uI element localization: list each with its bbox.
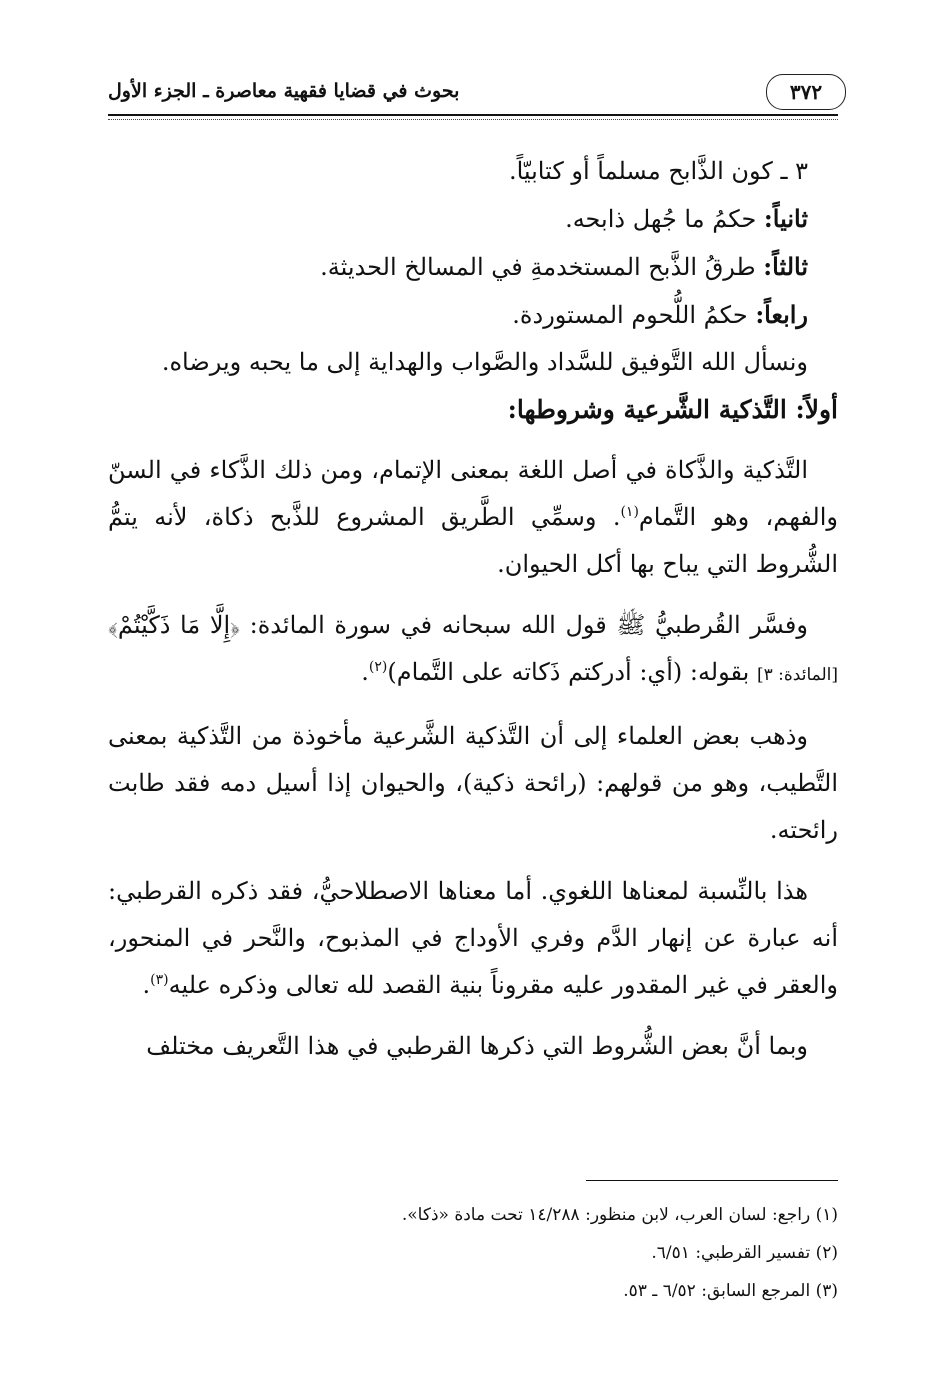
footnote-ref-1: (١) xyxy=(620,504,639,520)
outline-second xyxy=(108,195,838,243)
footnote-separator xyxy=(586,1180,838,1181)
paragraph-4 xyxy=(108,868,838,1009)
footnote-ref-2: (٢) xyxy=(368,659,388,675)
outline-fourth xyxy=(108,291,838,339)
paragraph-4-part-b: . xyxy=(142,971,151,999)
outline-second-text: حكمُ ما جُهل ذابحه. xyxy=(565,205,764,233)
outline-second-label: ثانياً: xyxy=(763,204,808,233)
paragraph-1-part-b: . وسمِّي الطَّريق المشروع للذَّبح ذكاة، لأنه يتمُّ الشُّروط التي يباح بها أكل الحيوان. xyxy=(108,503,838,578)
outline-fourth-text: حكمُ اللُّحوم المستوردة. xyxy=(512,301,756,329)
paragraph-2-part-a: وفسَّر القُرطبيُّ ﷺ قول الله سبحانه في سورة المائدة: ﴿إِلَّا مَا ذَكَّيْتُمْ﴾ xyxy=(108,611,808,639)
paragraph-5: وبما أنَّ بعض الشُّروط التي ذكرها القرطبي في هذا التَّعريف مختلف xyxy=(146,1032,808,1060)
paragraph-2-part-b: بقوله: (أي: أدركتم ذَكاته على التَّمام) xyxy=(387,658,757,686)
footnote-3: (٣) المرجع السابق: ٦/٥٢ ـ ٥٣. xyxy=(623,1281,838,1301)
closing-prayer: ونسأل الله التَّوفيق للسَّداد والصَّواب والهداية إلى ما يحبه ويرضاه. xyxy=(161,348,808,376)
header-rule xyxy=(108,114,838,116)
footnote-1: (١) راجع: لسان العرب، لابن منظور: ١٤/٢٨٨ تحت مادة «ذكا». xyxy=(401,1205,838,1225)
page-header xyxy=(108,70,850,114)
paragraph-2-part-c: . xyxy=(361,658,369,686)
outline-third xyxy=(108,243,838,291)
outline-third-label: ثالثاً: xyxy=(763,252,808,281)
quran-reference: [المائدة: ٣] xyxy=(756,665,838,685)
paragraph-1-part-a: التَّذكية والذَّكاة في أصل اللغة بمعنى الإتمام، ومن ذلك الذَّكاء في السنّ والفهم، وهو التَّمام xyxy=(108,456,838,531)
running-title: بحوث في قضايا فقهية معاصرة ـ الجزء الأول xyxy=(108,80,460,102)
item-three: ٣ ـ كون الذَّابح مسلماً أو كتابيّاً. xyxy=(508,157,808,185)
paragraph-4-part-a: هذا بالنِّسبة لمعناها اللغوي. أما معناها الاصطلاحيُّ، فقد ذكره القرطبي: أنه عبارة عن إنهار الدَّم وفري الأوداج في المذبوح، والنَّحر في المنحور، والعقر في غير المقدور عليه مقروناً بنية القصد لله تعالى وذكره عليه xyxy=(108,877,838,999)
footnotes xyxy=(108,1196,838,1310)
outline-third-text: طرقُ الذَّبح المستخدمةِ في المسالخ الحديثة. xyxy=(320,253,764,281)
footnote-ref-3: (٣) xyxy=(150,972,169,988)
footnote-2: (٢) تفسير القرطبي: ٦/٥١. xyxy=(651,1243,838,1263)
paragraph-2 xyxy=(108,602,838,699)
header-dotted-rule xyxy=(108,119,838,120)
page-number-badge: ٣٧٢ xyxy=(766,74,846,110)
outline-fourth-label: رابعاً: xyxy=(755,300,808,329)
paragraph-1 xyxy=(108,447,838,588)
main-text xyxy=(108,148,838,1070)
section-heading: أولاً: التَّذكية الشَّرعية وشروطها: xyxy=(507,395,838,424)
paragraph-3: وذهب بعض العلماء إلى أن التَّذكية الشَّرعية مأخوذة من التَّذكية بمعنى التَّطيب، وهو من قولهم: (رائحة ذكية)، والحيوان إذا أسيل دمه فقد طابت رائحته. xyxy=(108,722,838,844)
